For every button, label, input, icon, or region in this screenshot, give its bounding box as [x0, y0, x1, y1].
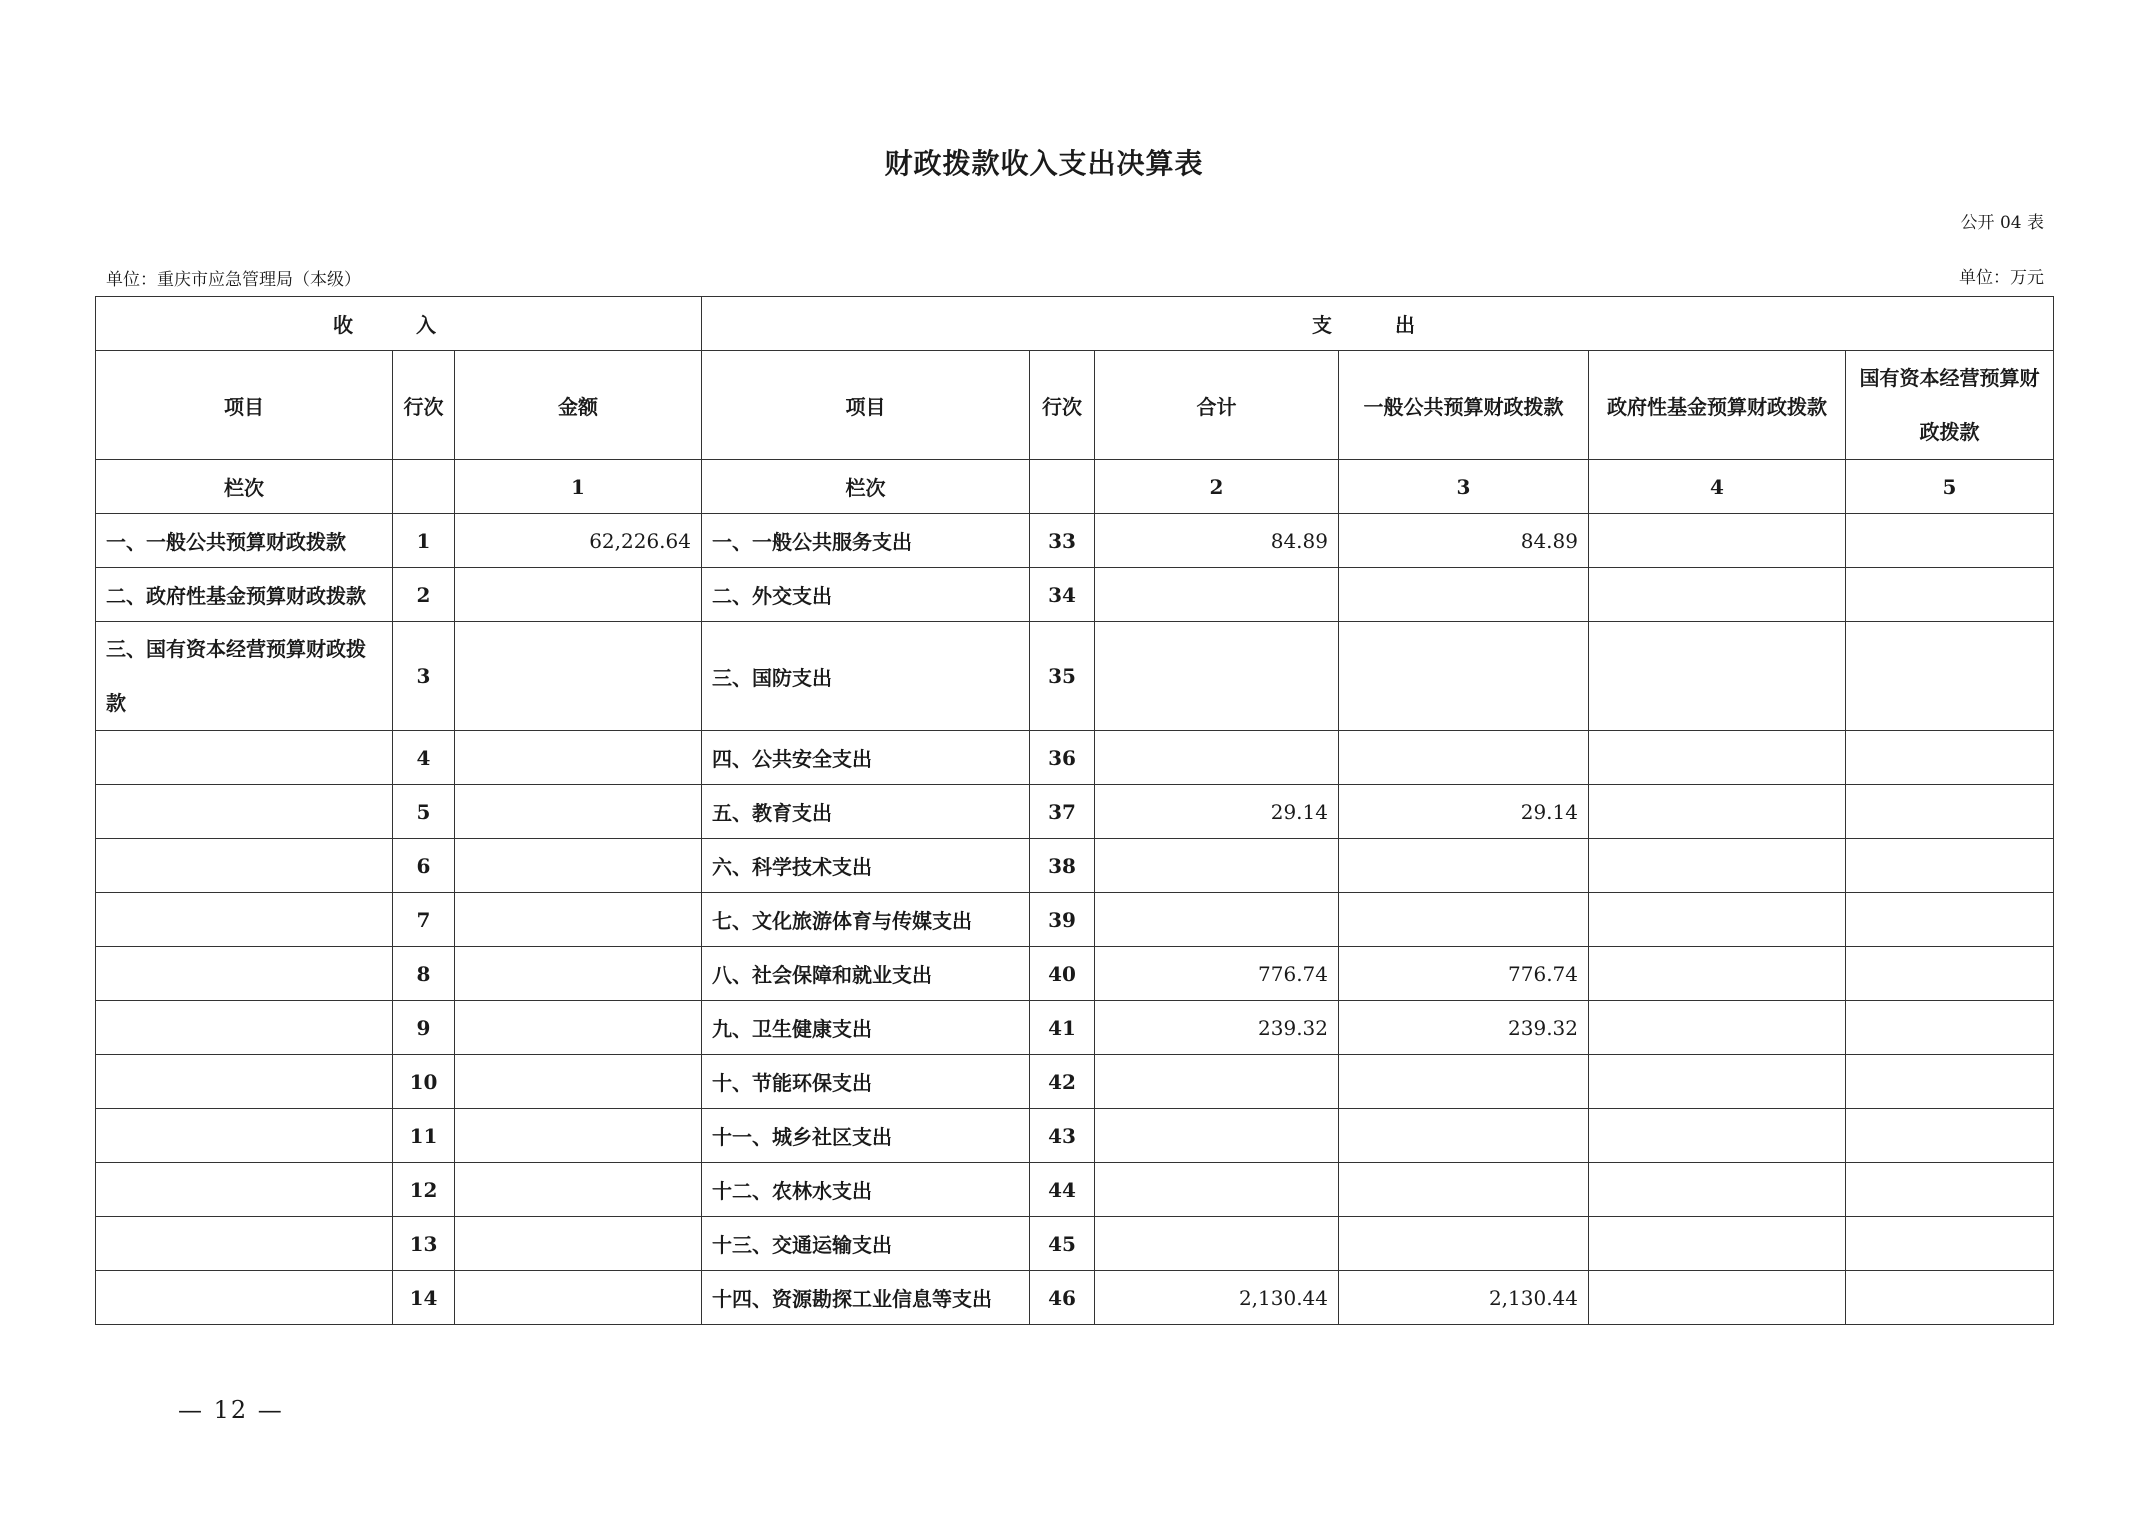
column-index-3: 3	[1339, 460, 1589, 514]
income-item	[96, 785, 393, 839]
income-amount-header: 金额	[455, 351, 702, 460]
income-row-no: 13	[393, 1217, 455, 1271]
expense-fund	[1589, 1163, 1846, 1217]
income-row-no: 12	[393, 1163, 455, 1217]
expense-total	[1095, 1163, 1339, 1217]
income-item	[96, 1001, 393, 1055]
column-index-1: 1	[455, 460, 702, 514]
expense-state-capital	[1846, 514, 2054, 568]
expense-row-no: 45	[1030, 1217, 1095, 1271]
income-item: 二、政府性基金预算财政拨款	[96, 568, 393, 622]
income-amount	[455, 839, 702, 893]
expense-row-no: 41	[1030, 1001, 1095, 1055]
expense-state-capital	[1846, 1055, 2054, 1109]
expense-general	[1339, 1163, 1589, 1217]
expense-item: 五、教育支出	[702, 785, 1030, 839]
expense-item-header: 项目	[702, 351, 1030, 460]
expense-state-capital	[1846, 731, 2054, 785]
income-amount	[455, 1109, 702, 1163]
income-row-no: 7	[393, 893, 455, 947]
expense-row-no: 42	[1030, 1055, 1095, 1109]
expense-general	[1339, 622, 1589, 731]
expense-item: 二、外交支出	[702, 568, 1030, 622]
income-row-no: 3	[393, 622, 455, 731]
table-row	[96, 1271, 2054, 1325]
table-row	[96, 785, 2054, 839]
expense-total	[1095, 1217, 1339, 1271]
fund-budget-header: 政府性基金预算财政拨款	[1589, 351, 1846, 460]
expense-state-capital	[1846, 1271, 2054, 1325]
income-item	[96, 839, 393, 893]
income-column-blank	[393, 460, 455, 514]
expense-state-capital	[1846, 1163, 2054, 1217]
income-item	[96, 1055, 393, 1109]
income-row-no: 2	[393, 568, 455, 622]
expense-fund	[1589, 731, 1846, 785]
expense-section-header: 支 出	[702, 297, 2054, 351]
expense-total	[1095, 731, 1339, 785]
expense-rowno-header: 行次	[1030, 351, 1095, 460]
expense-fund	[1589, 893, 1846, 947]
expense-total	[1095, 568, 1339, 622]
expense-general	[1339, 568, 1589, 622]
table-row	[96, 568, 2054, 622]
table-row	[96, 1055, 2054, 1109]
income-amount	[455, 731, 702, 785]
table-row	[96, 622, 2054, 731]
expense-row-no: 39	[1030, 893, 1095, 947]
income-row-no: 5	[393, 785, 455, 839]
unit-organization: 单位：重庆市应急管理局（本级）	[106, 270, 361, 290]
page-number: — 12 —	[178, 1396, 284, 1424]
income-item	[96, 1217, 393, 1271]
expense-state-capital	[1846, 839, 2054, 893]
expense-row-no: 43	[1030, 1109, 1095, 1163]
expense-general	[1339, 1217, 1589, 1271]
income-amount	[455, 622, 702, 731]
expense-total: 29.14	[1095, 785, 1339, 839]
expense-state-capital	[1846, 1001, 2054, 1055]
income-row-no: 10	[393, 1055, 455, 1109]
expense-general: 776.74	[1339, 947, 1589, 1001]
expense-item: 六、科学技术支出	[702, 839, 1030, 893]
income-amount	[455, 1217, 702, 1271]
expense-total: 776.74	[1095, 947, 1339, 1001]
expense-fund	[1589, 947, 1846, 1001]
income-item-header: 项目	[96, 351, 393, 460]
expense-total: 84.89	[1095, 514, 1339, 568]
expense-state-capital	[1846, 568, 2054, 622]
income-item	[96, 947, 393, 1001]
expense-column-label: 栏次	[702, 460, 1030, 514]
expense-fund	[1589, 622, 1846, 731]
expense-item: 十四、资源勘探工业信息等支出	[702, 1271, 1030, 1325]
expense-state-capital	[1846, 947, 2054, 1001]
income-item: 一、一般公共预算财政拨款	[96, 514, 393, 568]
state-capital-header: 国有资本经营预算财政拨款	[1846, 351, 2054, 460]
table-row	[96, 1217, 2054, 1271]
general-budget-header: 一般公共预算财政拨款	[1339, 351, 1589, 460]
income-section-header: 收 入	[96, 297, 702, 351]
table-row	[96, 731, 2054, 785]
expense-state-capital	[1846, 622, 2054, 731]
income-row-no: 14	[393, 1271, 455, 1325]
income-amount	[455, 947, 702, 1001]
table-row	[96, 1163, 2054, 1217]
income-amount	[455, 1001, 702, 1055]
expense-state-capital	[1846, 785, 2054, 839]
expense-general: 2,130.44	[1339, 1271, 1589, 1325]
expense-item: 七、文化旅游体育与传媒支出	[702, 893, 1030, 947]
expense-general	[1339, 1055, 1589, 1109]
expense-general: 239.32	[1339, 1001, 1589, 1055]
expense-item: 八、社会保障和就业支出	[702, 947, 1030, 1001]
table-row	[96, 1001, 2054, 1055]
expense-general: 84.89	[1339, 514, 1589, 568]
expense-fund	[1589, 1109, 1846, 1163]
expense-row-no: 38	[1030, 839, 1095, 893]
table-row	[96, 893, 2054, 947]
table-row	[96, 514, 2054, 568]
expense-general	[1339, 731, 1589, 785]
income-row-no: 4	[393, 731, 455, 785]
page-title: 财政拨款收入支出决算表	[884, 147, 1204, 180]
expense-fund	[1589, 785, 1846, 839]
expense-row-no: 36	[1030, 731, 1095, 785]
expense-item: 一、一般公共服务支出	[702, 514, 1030, 568]
expense-fund	[1589, 514, 1846, 568]
expense-general	[1339, 1109, 1589, 1163]
expense-total	[1095, 839, 1339, 893]
expense-item: 九、卫生健康支出	[702, 1001, 1030, 1055]
form-code: 公开 04 表	[1960, 213, 2044, 233]
header-row-sections	[96, 297, 2054, 351]
income-row-no: 11	[393, 1109, 455, 1163]
expense-state-capital	[1846, 893, 2054, 947]
expense-total	[1095, 893, 1339, 947]
expense-row-no: 33	[1030, 514, 1095, 568]
column-index-row	[96, 460, 2054, 514]
expense-fund	[1589, 1055, 1846, 1109]
column-index-4: 4	[1589, 460, 1846, 514]
expense-state-capital	[1846, 1217, 2054, 1271]
expense-total	[1095, 1055, 1339, 1109]
expense-column-blank	[1030, 460, 1095, 514]
income-amount	[455, 1055, 702, 1109]
expense-total: 239.32	[1095, 1001, 1339, 1055]
expense-general	[1339, 839, 1589, 893]
income-item	[96, 1109, 393, 1163]
unit-currency: 单位：万元	[1959, 268, 2044, 288]
expense-item: 十三、交通运输支出	[702, 1217, 1030, 1271]
header-row-columns	[96, 351, 2054, 460]
expense-item: 四、公共安全支出	[702, 731, 1030, 785]
appropriation-table	[95, 296, 2054, 1325]
expense-state-capital	[1846, 1109, 2054, 1163]
table-row	[96, 1109, 2054, 1163]
expense-fund	[1589, 1217, 1846, 1271]
income-amount	[455, 568, 702, 622]
income-amount	[455, 785, 702, 839]
expense-item: 十、节能环保支出	[702, 1055, 1030, 1109]
expense-item: 十一、城乡社区支出	[702, 1109, 1030, 1163]
expense-total	[1095, 622, 1339, 731]
column-index-5: 5	[1846, 460, 2054, 514]
income-row-no: 8	[393, 947, 455, 1001]
expense-fund	[1589, 1001, 1846, 1055]
expense-row-no: 37	[1030, 785, 1095, 839]
table-row	[96, 839, 2054, 893]
expense-total: 2,130.44	[1095, 1271, 1339, 1325]
column-index-2: 2	[1095, 460, 1339, 514]
income-item	[96, 731, 393, 785]
income-amount	[455, 1163, 702, 1217]
expense-fund	[1589, 568, 1846, 622]
expense-row-no: 46	[1030, 1271, 1095, 1325]
income-amount: 62,226.64	[455, 514, 702, 568]
income-column-label: 栏次	[96, 460, 393, 514]
income-row-no: 6	[393, 839, 455, 893]
expense-general	[1339, 893, 1589, 947]
income-amount	[455, 1271, 702, 1325]
expense-row-no: 35	[1030, 622, 1095, 731]
total-header: 合计	[1095, 351, 1339, 460]
income-rowno-header: 行次	[393, 351, 455, 460]
income-item	[96, 1163, 393, 1217]
expense-general: 29.14	[1339, 785, 1589, 839]
expense-row-no: 44	[1030, 1163, 1095, 1217]
income-item	[96, 893, 393, 947]
income-amount	[455, 893, 702, 947]
expense-row-no: 40	[1030, 947, 1095, 1001]
table-row	[96, 947, 2054, 1001]
income-row-no: 1	[393, 514, 455, 568]
income-item	[96, 1271, 393, 1325]
income-row-no: 9	[393, 1001, 455, 1055]
expense-row-no: 34	[1030, 568, 1095, 622]
expense-fund	[1589, 1271, 1846, 1325]
expense-total	[1095, 1109, 1339, 1163]
expense-item: 十二、农林水支出	[702, 1163, 1030, 1217]
expense-item: 三、国防支出	[702, 622, 1030, 731]
expense-fund	[1589, 839, 1846, 893]
income-item: 三、国有资本经营预算财政拨款	[96, 622, 393, 731]
